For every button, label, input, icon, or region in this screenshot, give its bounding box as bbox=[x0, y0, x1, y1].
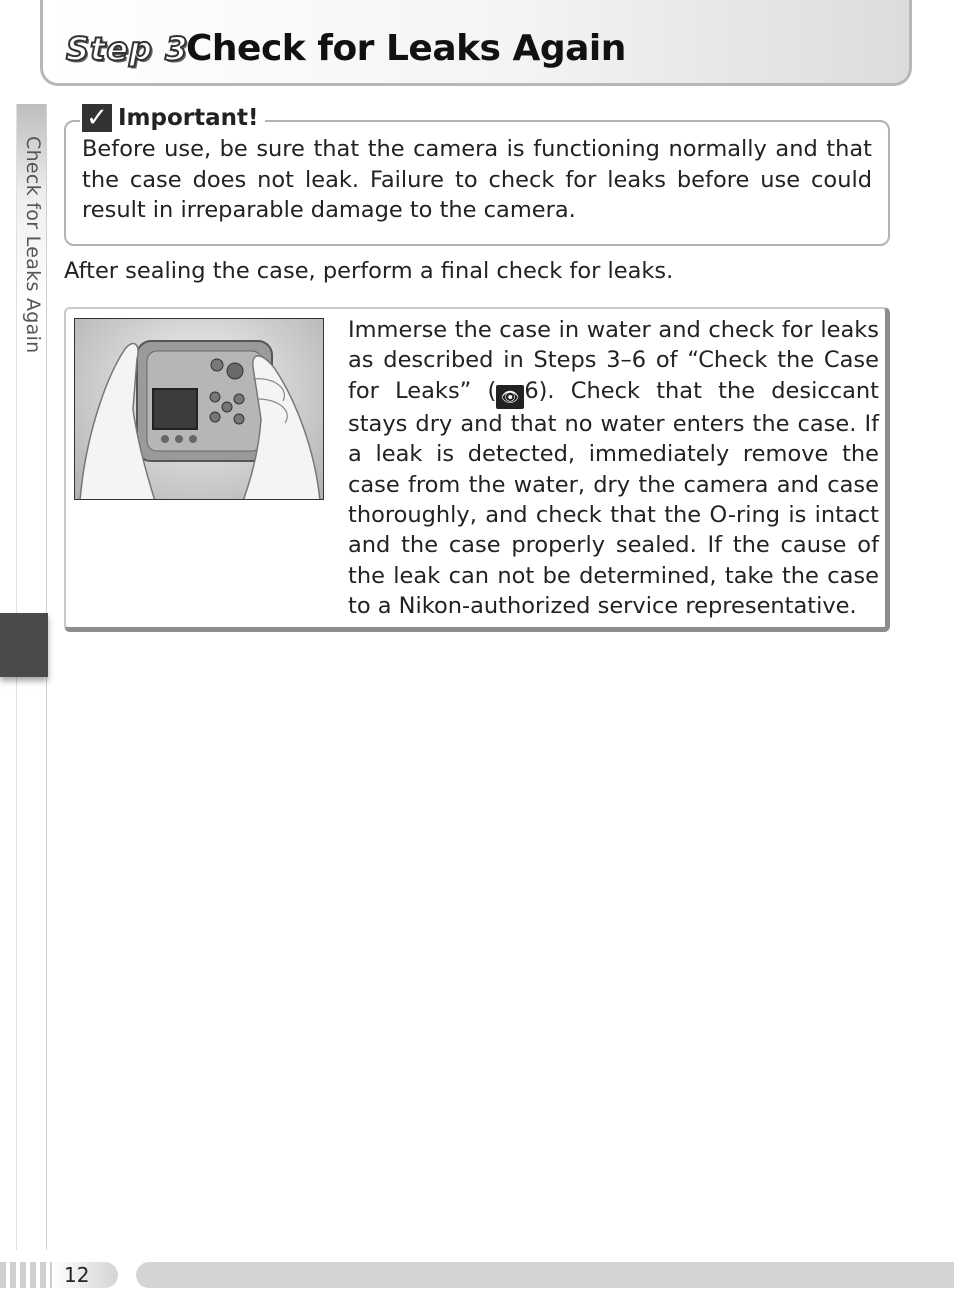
camera-case-photo bbox=[74, 318, 324, 500]
important-heading bbox=[80, 102, 265, 134]
page-title: Check for Leaks Again bbox=[186, 28, 626, 69]
instruction-text-part2: ). Check that the desiccant stays dry and that no water enters the case. If a leak is detected, immediately remove the case from the water, dry the camera and case thoroughly, and check that the O-ring is intact and the case properly sealed. If the cause of the leak can not be determined, take the case to a Nikon-authorized service representative. bbox=[348, 377, 879, 620]
checkmark-icon: ✓ bbox=[82, 104, 112, 132]
hands-holding-case-illustration bbox=[75, 319, 324, 500]
step-label: Step 3 bbox=[66, 30, 189, 68]
page-reference-icon: 👁 bbox=[496, 385, 524, 409]
important-text: Before use, be sure that the camera is functioning normally and that the case does not leak. Failure to check for leaks before use could result in irreparable damage to the camera. bbox=[82, 136, 872, 223]
intro-text: After sealing the case, perform a final check for leaks. bbox=[64, 258, 674, 284]
instruction-text-part1: Immerse the case in water and check for leaks as described in Steps 3–6 of “Check the Case for Leaks” ( bbox=[348, 317, 879, 404]
footer-bar bbox=[136, 1262, 954, 1288]
side-tab-label: Check for Leaks Again bbox=[22, 136, 44, 354]
instruction-text bbox=[348, 315, 879, 622]
important-title: Important! bbox=[118, 105, 259, 131]
footer-stripes bbox=[0, 1262, 56, 1288]
page-reference-number: 6 bbox=[524, 377, 539, 404]
side-tab-marker bbox=[0, 613, 48, 677]
page-number: 12 bbox=[64, 1263, 90, 1287]
